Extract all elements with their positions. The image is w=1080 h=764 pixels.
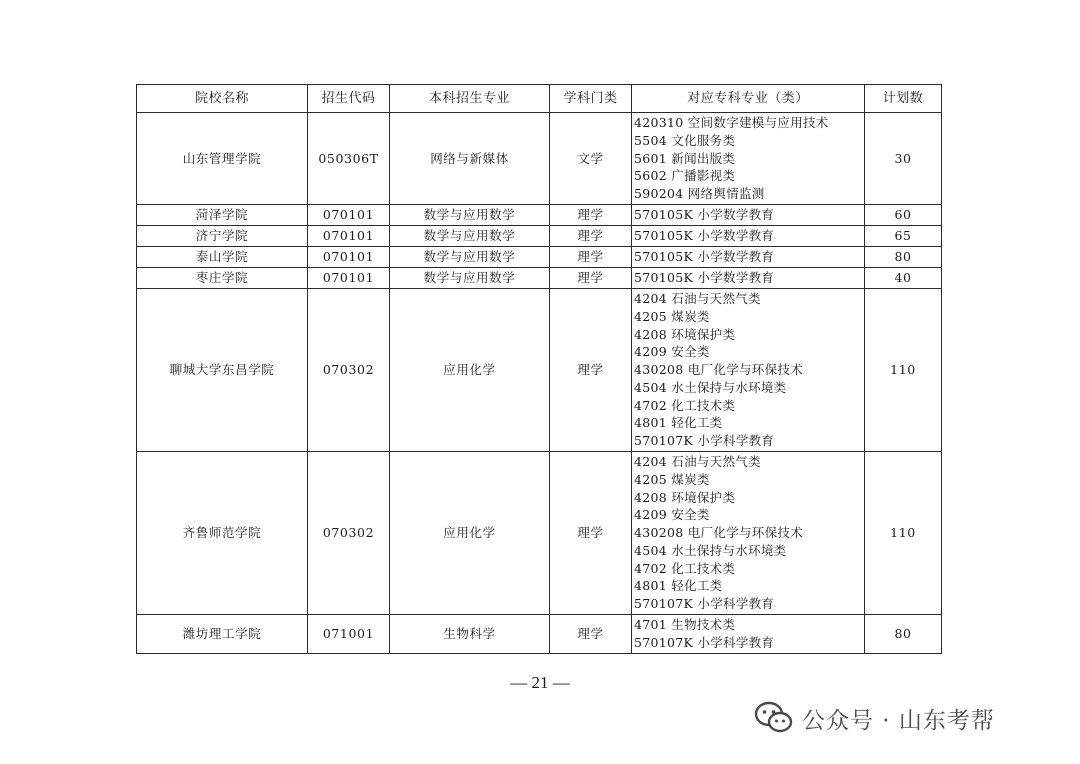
cell-specialties bbox=[632, 247, 865, 268]
specialty-item: 4504 水土保持与水环境类 bbox=[634, 379, 787, 395]
table-row bbox=[137, 452, 942, 615]
specialty-item: 4801 轻化工类 bbox=[634, 578, 723, 594]
cell-code: 050306T bbox=[308, 113, 390, 205]
cell-major: 网络与新媒体 bbox=[390, 113, 550, 205]
cell-plan: 60 bbox=[865, 205, 942, 226]
cell-school: 菏泽学院 bbox=[137, 205, 308, 226]
specialty-item: 430208 电厂化学与环保技术 bbox=[634, 525, 803, 541]
specialty-item: 4205 煤炭类 bbox=[634, 308, 710, 324]
cell-code: 070101 bbox=[308, 205, 390, 226]
table-row bbox=[137, 205, 942, 226]
header-category: 学科门类 bbox=[550, 85, 632, 113]
cell-specialties bbox=[632, 268, 865, 289]
cell-school: 枣庄学院 bbox=[137, 268, 308, 289]
cell-plan: 110 bbox=[865, 452, 942, 615]
cell-school: 潍坊理工学院 bbox=[137, 615, 308, 654]
cell-specialties bbox=[632, 205, 865, 226]
cell-code: 070101 bbox=[308, 226, 390, 247]
table-row bbox=[137, 615, 942, 654]
cell-school: 齐鲁师范学院 bbox=[137, 452, 308, 615]
specialty-item: 590204 网络舆情监测 bbox=[634, 186, 765, 202]
table-row bbox=[137, 113, 942, 205]
specialty-item: 570105K 小学数学教育 bbox=[634, 270, 775, 286]
cell-code: 070302 bbox=[308, 452, 390, 615]
cell-plan: 40 bbox=[865, 268, 942, 289]
specialty-item: 570105K 小学数学教育 bbox=[634, 207, 775, 223]
header-major: 本科招生专业 bbox=[390, 85, 550, 113]
admission-table bbox=[136, 84, 942, 654]
cell-major: 数学与应用数学 bbox=[390, 247, 550, 268]
cell-plan: 80 bbox=[865, 247, 942, 268]
specialty-item: 4702 化工技术类 bbox=[634, 397, 736, 413]
cell-specialties bbox=[632, 452, 865, 615]
specialty-item: 570105K 小学数学教育 bbox=[634, 228, 775, 244]
cell-plan: 110 bbox=[865, 289, 942, 452]
table-row bbox=[137, 289, 942, 452]
wechat-icon bbox=[754, 701, 794, 735]
cell-category: 文学 bbox=[550, 113, 632, 205]
specialty-item: 4209 安全类 bbox=[634, 507, 710, 523]
cell-major: 应用化学 bbox=[390, 452, 550, 615]
header-specialty: 对应专科专业（类） bbox=[632, 85, 865, 113]
cell-category: 理学 bbox=[550, 452, 632, 615]
specialty-item: 4208 环境保护类 bbox=[634, 489, 736, 505]
cell-major: 数学与应用数学 bbox=[390, 268, 550, 289]
cell-category: 理学 bbox=[550, 205, 632, 226]
cell-category: 理学 bbox=[550, 247, 632, 268]
specialty-item: 4204 石油与天然气类 bbox=[634, 290, 761, 306]
header-school: 院校名称 bbox=[137, 85, 308, 113]
cell-category: 理学 bbox=[550, 268, 632, 289]
cell-major: 数学与应用数学 bbox=[390, 226, 550, 247]
specialty-item: 4208 环境保护类 bbox=[634, 326, 736, 342]
watermark bbox=[754, 698, 995, 738]
specialty-item: 5504 文化服务类 bbox=[634, 132, 736, 148]
cell-plan: 80 bbox=[865, 615, 942, 654]
table-row bbox=[137, 247, 942, 268]
specialty-item: 4504 水土保持与水环境类 bbox=[634, 542, 787, 558]
cell-specialties bbox=[632, 615, 865, 654]
cell-category: 理学 bbox=[550, 289, 632, 452]
cell-school: 泰山学院 bbox=[137, 247, 308, 268]
specialty-item: 570107K 小学科学教育 bbox=[634, 433, 775, 449]
specialty-item: 4801 轻化工类 bbox=[634, 415, 723, 431]
specialty-item: 420310 空间数字建模与应用技术 bbox=[634, 115, 829, 130]
cell-plan: 65 bbox=[865, 226, 942, 247]
cell-code: 070101 bbox=[308, 247, 390, 268]
specialty-item: 4209 安全类 bbox=[634, 344, 710, 360]
cell-plan: 30 bbox=[865, 113, 942, 205]
table-header-row bbox=[137, 85, 942, 113]
specialty-item: 4204 石油与天然气类 bbox=[634, 453, 761, 469]
cell-specialties bbox=[632, 289, 865, 452]
cell-code: 070302 bbox=[308, 289, 390, 452]
specialty-item: 5602 广播影视类 bbox=[634, 168, 736, 184]
header-code: 招生代码 bbox=[308, 85, 390, 113]
specialty-item: 4701 生物技术类 bbox=[634, 617, 736, 633]
cell-school: 济宁学院 bbox=[137, 226, 308, 247]
table-row bbox=[137, 268, 942, 289]
cell-major: 应用化学 bbox=[390, 289, 550, 452]
specialty-item: 570105K 小学数学教育 bbox=[634, 249, 775, 265]
cell-category: 理学 bbox=[550, 226, 632, 247]
cell-specialties bbox=[632, 113, 865, 205]
specialty-item: 430208 电厂化学与环保技术 bbox=[634, 362, 803, 378]
header-plan: 计划数 bbox=[865, 85, 942, 113]
cell-specialties bbox=[632, 226, 865, 247]
cell-school: 聊城大学东昌学院 bbox=[137, 289, 308, 452]
specialty-item: 4702 化工技术类 bbox=[634, 560, 736, 576]
specialty-item: 5601 新闻出版类 bbox=[634, 150, 736, 166]
cell-category: 理学 bbox=[550, 615, 632, 654]
cell-major: 数学与应用数学 bbox=[390, 205, 550, 226]
cell-major: 生物科学 bbox=[390, 615, 550, 654]
cell-school: 山东管理学院 bbox=[137, 113, 308, 205]
specialty-item: 570107K 小学科学教育 bbox=[634, 635, 775, 650]
specialty-item: 570107K 小学科学教育 bbox=[634, 596, 775, 612]
cell-code: 071001 bbox=[308, 615, 390, 654]
table-body bbox=[137, 113, 942, 654]
page-number: — 21 — bbox=[510, 673, 570, 692]
specialty-item: 4205 煤炭类 bbox=[634, 471, 710, 487]
cell-code: 070101 bbox=[308, 268, 390, 289]
table-row bbox=[137, 226, 942, 247]
watermark-text: 公众号 · 山东考帮 bbox=[802, 707, 995, 734]
